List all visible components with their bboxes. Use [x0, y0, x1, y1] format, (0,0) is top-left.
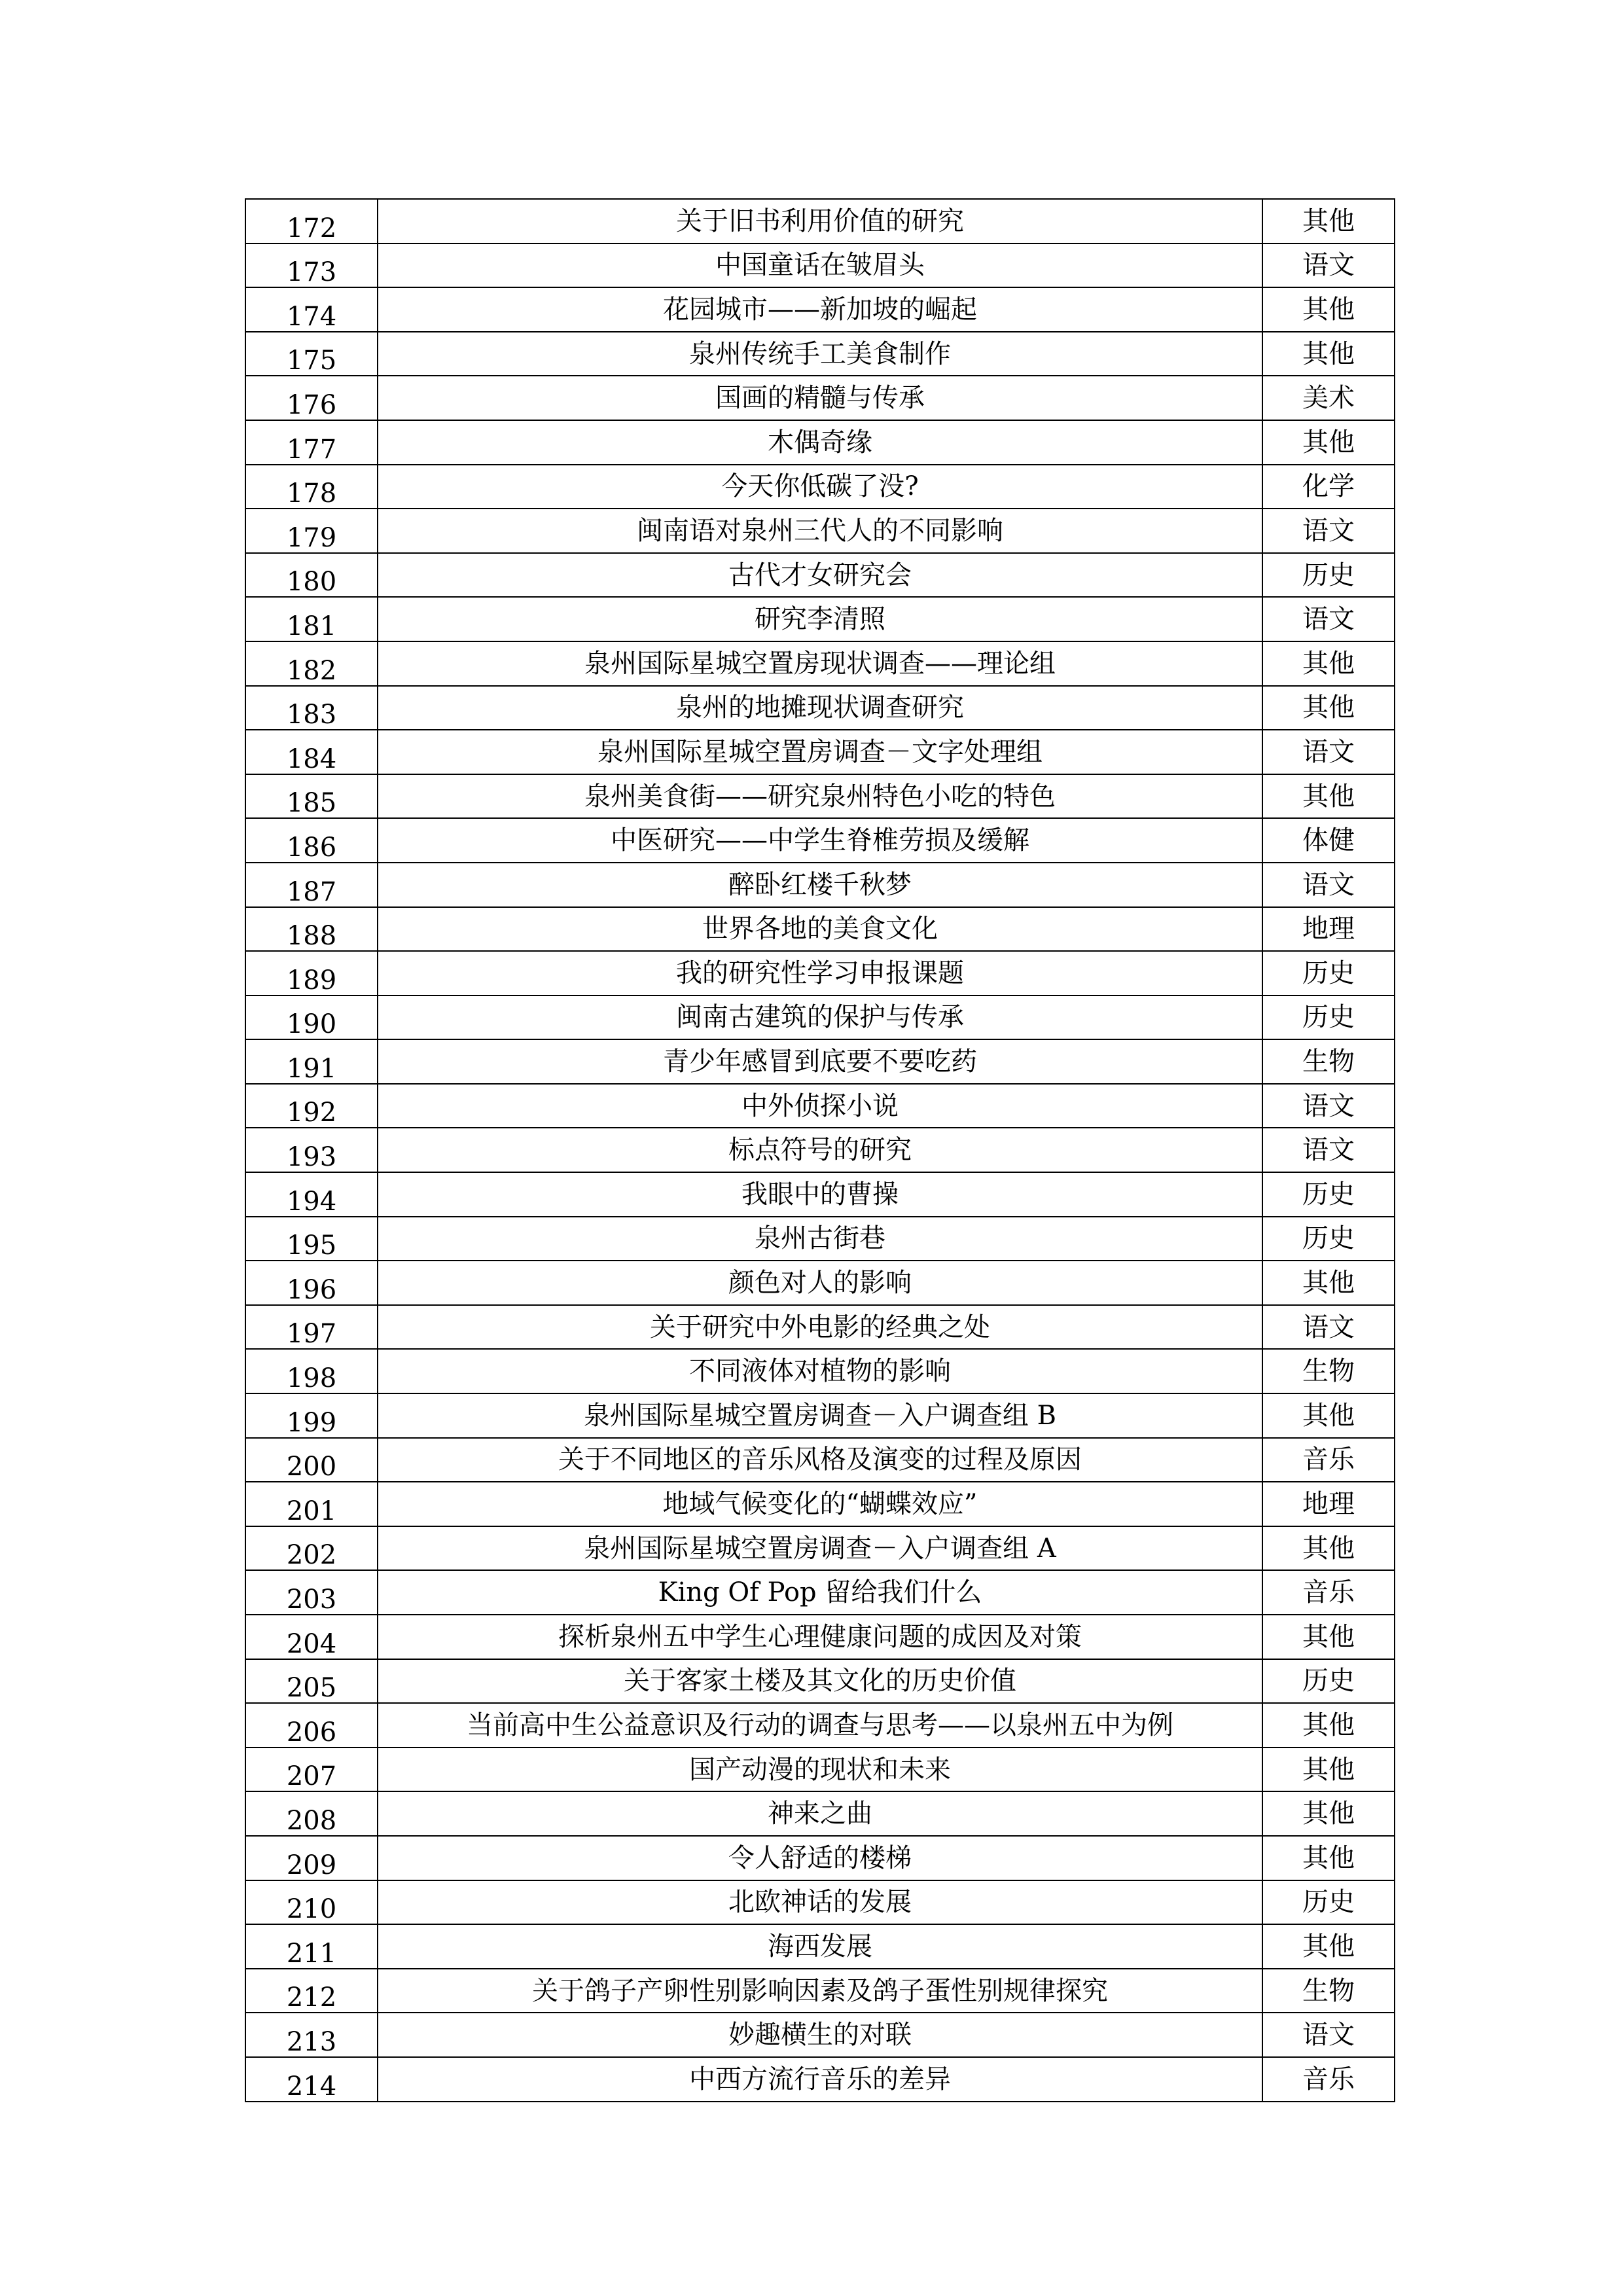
- table-row: [245, 1084, 1395, 1128]
- row-number: 211: [245, 1924, 378, 1969]
- table-row: [245, 1393, 1395, 1438]
- subject-category: 其他: [1262, 1836, 1395, 1880]
- row-number: 179: [245, 509, 378, 553]
- row-number: 199: [245, 1393, 378, 1438]
- row-number: 178: [245, 465, 378, 509]
- table-row: [245, 376, 1395, 420]
- table-row: [245, 465, 1395, 509]
- row-number: 181: [245, 597, 378, 641]
- table-row: [245, 996, 1395, 1040]
- row-number: 207: [245, 1748, 378, 1792]
- table-row: [245, 863, 1395, 907]
- topic-title: 世界各地的美食文化: [378, 907, 1262, 952]
- subject-category: 化学: [1262, 465, 1395, 509]
- row-number: 201: [245, 1482, 378, 1526]
- table-row: [245, 1526, 1395, 1571]
- row-number: 194: [245, 1172, 378, 1217]
- topic-title: 关于旧书利用价值的研究: [378, 199, 1262, 243]
- table-row: [245, 287, 1395, 332]
- table-row: [245, 243, 1395, 288]
- topic-title: 国画的精髓与传承: [378, 376, 1262, 420]
- subject-category: 历史: [1262, 996, 1395, 1040]
- row-number: 203: [245, 1570, 378, 1615]
- row-number: 191: [245, 1039, 378, 1084]
- topic-title: 木偶奇缘: [378, 420, 1262, 465]
- row-number: 200: [245, 1438, 378, 1482]
- topic-title: 妙趣横生的对联: [378, 2013, 1262, 2057]
- row-number: 206: [245, 1703, 378, 1748]
- topic-title: 标点符号的研究: [378, 1128, 1262, 1172]
- subject-category: 其他: [1262, 1791, 1395, 1836]
- row-number: 189: [245, 951, 378, 996]
- table-row: [245, 818, 1395, 863]
- topic-table-body: [245, 199, 1395, 2102]
- table-row: [245, 1969, 1395, 2013]
- table-row: [245, 1880, 1395, 1925]
- table-row: [245, 420, 1395, 465]
- topic-title: 闽南语对泉州三代人的不同影响: [378, 509, 1262, 553]
- subject-category: 语文: [1262, 1128, 1395, 1172]
- row-number: 185: [245, 774, 378, 819]
- table-row: [245, 686, 1395, 730]
- row-number: 197: [245, 1305, 378, 1350]
- row-number: 202: [245, 1526, 378, 1571]
- topic-title: 海西发展: [378, 1924, 1262, 1969]
- row-number: 190: [245, 996, 378, 1040]
- topic-title: 醉卧红楼千秋梦: [378, 863, 1262, 907]
- table-row: [245, 332, 1395, 376]
- subject-category: 语文: [1262, 597, 1395, 641]
- row-number: 175: [245, 332, 378, 376]
- subject-category: 其他: [1262, 420, 1395, 465]
- table-row: [245, 1570, 1395, 1615]
- topic-title: 闽南古建筑的保护与传承: [378, 996, 1262, 1040]
- subject-category: 生物: [1262, 1349, 1395, 1393]
- table-row: [245, 1128, 1395, 1172]
- subject-category: 语文: [1262, 243, 1395, 288]
- topic-title: 我眼中的曹操: [378, 1172, 1262, 1217]
- subject-category: 历史: [1262, 1217, 1395, 1261]
- row-number: 193: [245, 1128, 378, 1172]
- subject-category: 历史: [1262, 1880, 1395, 1925]
- topic-title: 泉州国际星城空置房现状调查——理论组: [378, 641, 1262, 686]
- row-number: 212: [245, 1969, 378, 2013]
- table-row: [245, 1703, 1395, 1748]
- row-number: 208: [245, 1791, 378, 1836]
- table-row: [245, 774, 1395, 819]
- table-row: [245, 199, 1395, 243]
- subject-category: 其他: [1262, 1261, 1395, 1305]
- topic-title: 国产动漫的现状和未来: [378, 1748, 1262, 1792]
- topic-title: 中医研究——中学生脊椎劳损及缓解: [378, 818, 1262, 863]
- table-row: [245, 597, 1395, 641]
- topic-title: 关于鸽子产卵性别影响因素及鸽子蛋性别规律探究: [378, 1969, 1262, 2013]
- table-row: [245, 1039, 1395, 1084]
- table-row: [245, 907, 1395, 952]
- row-number: 172: [245, 199, 378, 243]
- subject-category: 其他: [1262, 1615, 1395, 1659]
- table-row: [245, 1349, 1395, 1393]
- subject-category: 语文: [1262, 2013, 1395, 2057]
- subject-category: 其他: [1262, 1703, 1395, 1748]
- table-row: [245, 2057, 1395, 2102]
- topic-title: 中西方流行音乐的差异: [378, 2057, 1262, 2102]
- subject-category: 生物: [1262, 1969, 1395, 2013]
- row-number: 210: [245, 1880, 378, 1925]
- topic-title: 中国童话在皱眉头: [378, 243, 1262, 288]
- table-row: [245, 1438, 1395, 1482]
- table-row: [245, 1836, 1395, 1880]
- topic-title: 今天你低碳了没?: [378, 465, 1262, 509]
- row-number: 174: [245, 287, 378, 332]
- row-number: 187: [245, 863, 378, 907]
- subject-category: 其他: [1262, 332, 1395, 376]
- row-number: 173: [245, 243, 378, 288]
- subject-category: 语文: [1262, 730, 1395, 774]
- topic-title: 古代才女研究会: [378, 553, 1262, 598]
- subject-category: 其他: [1262, 686, 1395, 730]
- row-number: 204: [245, 1615, 378, 1659]
- topic-title: 泉州古街巷: [378, 1217, 1262, 1261]
- topic-title: 神来之曲: [378, 1791, 1262, 1836]
- row-number: 205: [245, 1659, 378, 1704]
- table-row: [245, 2013, 1395, 2057]
- subject-category: 生物: [1262, 1039, 1395, 1084]
- subject-category: 美术: [1262, 376, 1395, 420]
- subject-category: 地理: [1262, 907, 1395, 952]
- subject-category: 其他: [1262, 1526, 1395, 1571]
- topic-title: 当前高中生公益意识及行动的调查与思考——以泉州五中为例: [378, 1703, 1262, 1748]
- table-row: [245, 1748, 1395, 1792]
- table-row: [245, 1791, 1395, 1836]
- topic-title: King Of Pop 留给我们什么: [378, 1570, 1262, 1615]
- subject-category: 音乐: [1262, 2057, 1395, 2102]
- subject-category: 语文: [1262, 863, 1395, 907]
- subject-category: 历史: [1262, 1659, 1395, 1704]
- topic-title: 泉州国际星城空置房调查－文字处理组: [378, 730, 1262, 774]
- subject-category: 音乐: [1262, 1570, 1395, 1615]
- subject-category: 其他: [1262, 287, 1395, 332]
- row-number: 177: [245, 420, 378, 465]
- row-number: 184: [245, 730, 378, 774]
- row-number: 183: [245, 686, 378, 730]
- subject-category: 其他: [1262, 1924, 1395, 1969]
- subject-category: 其他: [1262, 1748, 1395, 1792]
- topic-title: 关于不同地区的音乐风格及演变的过程及原因: [378, 1438, 1262, 1482]
- subject-category: 历史: [1262, 951, 1395, 996]
- topic-title: 泉州传统手工美食制作: [378, 332, 1262, 376]
- topic-title: 泉州美食街——研究泉州特色小吃的特色: [378, 774, 1262, 819]
- subject-category: 其他: [1262, 641, 1395, 686]
- table-row: [245, 1924, 1395, 1969]
- table-row: [245, 509, 1395, 553]
- topic-title: 令人舒适的楼梯: [378, 1836, 1262, 1880]
- topic-title: 青少年感冒到底要不要吃药: [378, 1039, 1262, 1084]
- topic-title: 泉州国际星城空置房调查－入户调查组 B: [378, 1393, 1262, 1438]
- row-number: 198: [245, 1349, 378, 1393]
- row-number: 214: [245, 2057, 378, 2102]
- table-row: [245, 1482, 1395, 1526]
- topic-title: 探析泉州五中学生心理健康问题的成因及对策: [378, 1615, 1262, 1659]
- table-row: [245, 1615, 1395, 1659]
- topic-title: 泉州国际星城空置房调查－入户调查组 A: [378, 1526, 1262, 1571]
- subject-category: 其他: [1262, 774, 1395, 819]
- subject-category: 语文: [1262, 509, 1395, 553]
- subject-category: 语文: [1262, 1305, 1395, 1350]
- table-row: [245, 730, 1395, 774]
- subject-category: 语文: [1262, 1084, 1395, 1128]
- table-row: [245, 1172, 1395, 1217]
- subject-category: 地理: [1262, 1482, 1395, 1526]
- table-row: [245, 641, 1395, 686]
- row-number: 192: [245, 1084, 378, 1128]
- topic-title: 关于研究中外电影的经典之处: [378, 1305, 1262, 1350]
- subject-category: 音乐: [1262, 1438, 1395, 1482]
- topic-title: 我的研究性学习申报课题: [378, 951, 1262, 996]
- subject-category: 其他: [1262, 1393, 1395, 1438]
- row-number: 188: [245, 907, 378, 952]
- row-number: 195: [245, 1217, 378, 1261]
- subject-category: 其他: [1262, 199, 1395, 243]
- topic-title: 研究李清照: [378, 597, 1262, 641]
- row-number: 176: [245, 376, 378, 420]
- topic-title: 中外侦探小说: [378, 1084, 1262, 1128]
- table-row: [245, 1305, 1395, 1350]
- topic-title: 颜色对人的影响: [378, 1261, 1262, 1305]
- row-number: 196: [245, 1261, 378, 1305]
- row-number: 213: [245, 2013, 378, 2057]
- row-number: 186: [245, 818, 378, 863]
- topic-title: 泉州的地摊现状调查研究: [378, 686, 1262, 730]
- topic-title: 关于客家土楼及其文化的历史价值: [378, 1659, 1262, 1704]
- topic-title: 花园城市——新加坡的崛起: [378, 287, 1262, 332]
- topic-title: 北欧神话的发展: [378, 1880, 1262, 1925]
- row-number: 180: [245, 553, 378, 598]
- topic-table: [245, 198, 1395, 2102]
- topic-title: 地域气候变化的“蝴蝶效应”: [378, 1482, 1262, 1526]
- row-number: 182: [245, 641, 378, 686]
- table-row: [245, 1261, 1395, 1305]
- table-row: [245, 1217, 1395, 1261]
- topic-title: 不同液体对植物的影响: [378, 1349, 1262, 1393]
- table-row: [245, 1659, 1395, 1704]
- subject-category: 历史: [1262, 553, 1395, 598]
- row-number: 209: [245, 1836, 378, 1880]
- subject-category: 体健: [1262, 818, 1395, 863]
- table-row: [245, 951, 1395, 996]
- table-row: [245, 553, 1395, 598]
- subject-category: 历史: [1262, 1172, 1395, 1217]
